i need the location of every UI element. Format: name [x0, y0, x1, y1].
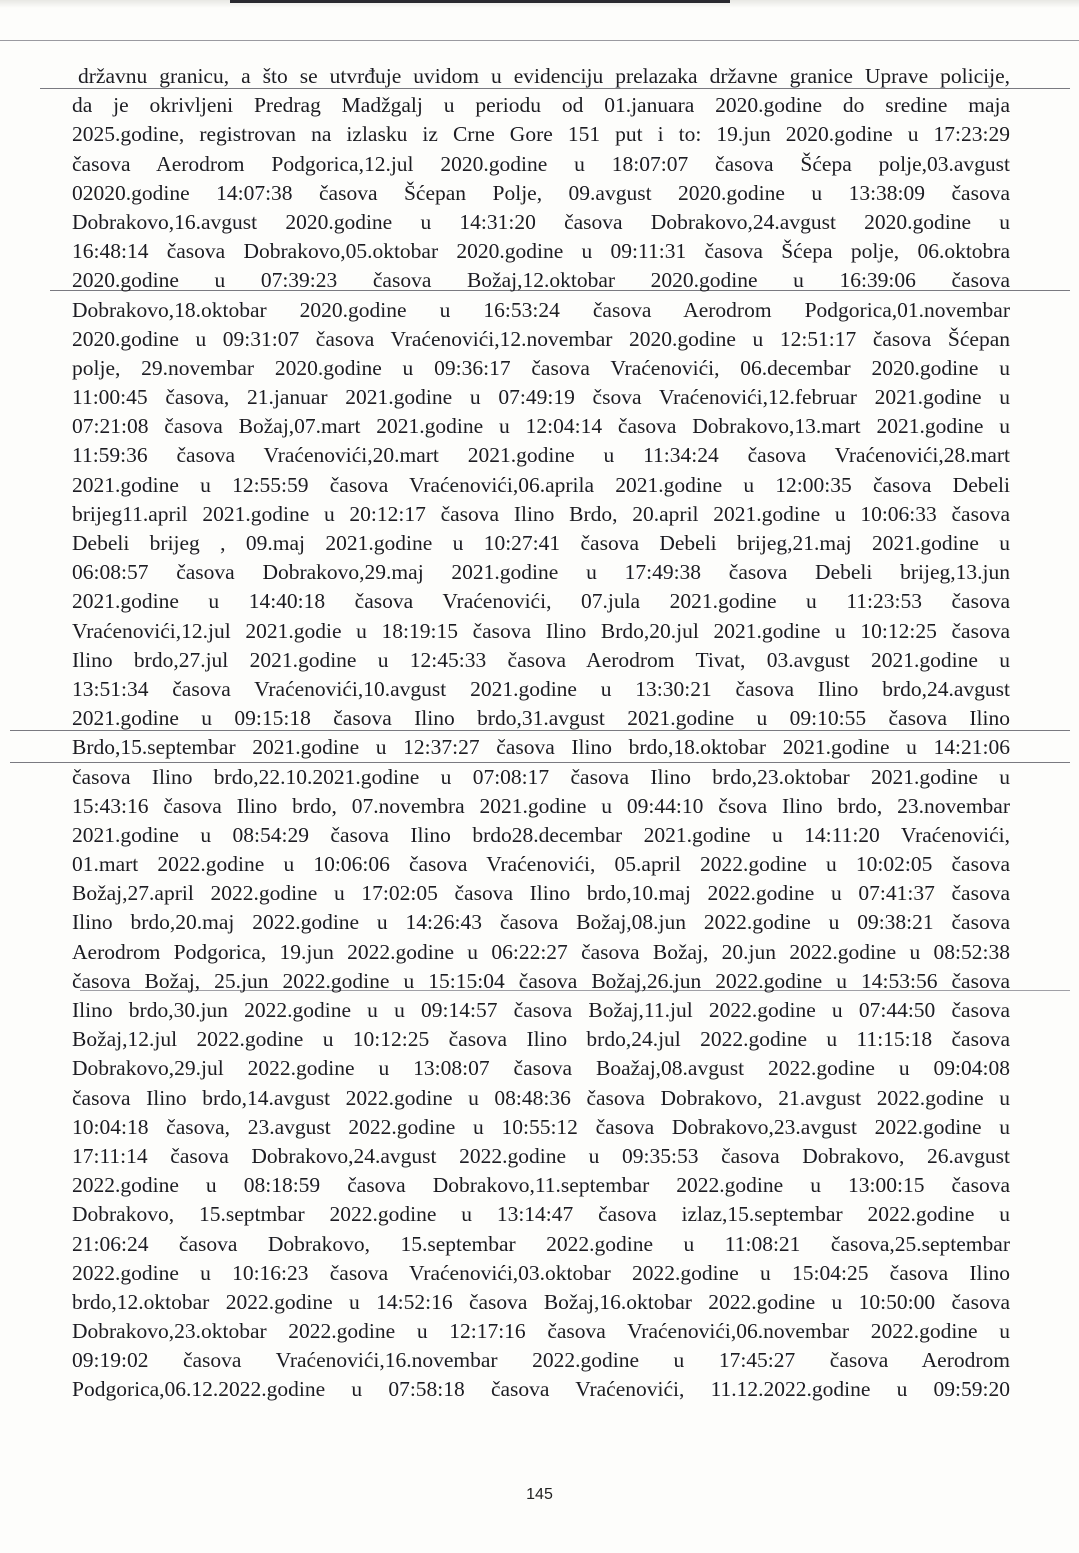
text-line: 2021.godine u 14:40:18 časova Vraćenovići, 07.jula 2021.godine u 11:23:53 časova: [72, 589, 1010, 614]
text-line: 21:06:24 časova Dobrakovo, 15.septembar 2022.godine u 11:08:21 časova,25.septembar: [72, 1231, 1010, 1256]
text-line: časova Aerodrom Podgorica,12.jul 2020.godine u 18:07:07 časova Šćepa polje,03.avgust: [72, 151, 1010, 176]
text-line: časova Božaj, 25.jun 2022.godine u 15:15:04 časova Božaj,26.jun 2022.godine u 14:53:56 časova: [72, 968, 1010, 993]
text-line: 2021.godine u 12:55:59 časova Vraćenovići,06.aprila 2021.godine u 12:00:35 časova Debeli: [72, 472, 1010, 497]
text-line: 15:43:16 časova Ilino brdo, 07.novembra 2021.godine u 09:44:10 čsova Ilino brdo, 23.novembar: [72, 793, 1010, 818]
text-line: da je okrivljeni Predrag Madžgalj u periodu od 01.januara 2020.godine do sredine maja: [72, 93, 1010, 118]
text-line: 11:59:36 časova Vraćenovići,20.mart 2021.godine u 11:34:24 časova Vraćenovići,28.mart: [72, 443, 1010, 468]
text-line: 16:48:14 časova Dobrakovo,05.oktobar 2020.godine u 09:11:31 časova Šćepa polje, 06.oktobra: [72, 239, 1010, 264]
text-line: Vraćenovići,12.jul 2021.godie u 18:19:15 časova Ilino Brdo,20.jul 2021.godine u 10:12:25 časova: [72, 618, 1010, 643]
document-body: [72, 62, 1010, 1405]
scan-noise-line: [0, 40, 1079, 41]
text-line: 2021.godine u 09:15:18 časova Ilino brdo,31.avgust 2021.godine u 09:10:55 časova Ilino: [72, 706, 1010, 731]
text-line: Dobrakovo,23.oktobar 2022.godine u 12:17:16 časova Vraćenovići,06.novembar 2022.godine u: [72, 1319, 1010, 1344]
text-line: 10:04:18 časova, 23.avgust 2022.godine u 10:55:12 časova Dobrakovo,23.avgust 2022.godine u: [72, 1114, 1010, 1139]
text-line: Božaj,12.jul 2022.godine u 10:12:25 časova Ilino brdo,24.jul 2022.godine u 11:15:18 časova: [72, 1027, 1010, 1052]
text-line: Podgorica,06.12.2022.godine u 07:58:18 časova Vraćenovići, 11.12.2022.godine u 09:59:20: [72, 1377, 1010, 1402]
page-number: 145: [526, 1486, 553, 1503]
text-line: brdo,12.oktobar 2022.godine u 14:52:16 časova Božaj,16.oktobar 2022.godine u 10:50:00 časova: [72, 1289, 1010, 1314]
text-line: 2021.godine u 08:54:29 časova Ilino brdo28.decembar 2021.godine u 14:11:20 Vraćenovići,: [72, 822, 1010, 847]
text-line: Dobrakovo, 15.septmbar 2022.godine u 13:14:47 časova izlaz,15.septembar 2022.godine u: [72, 1202, 1010, 1227]
text-line: Ilino brdo,20.maj 2022.godine u 14:26:43 časova Božaj,08.jun 2022.godine u 09:38:21 časova: [72, 910, 1010, 935]
text-line: Dobrakovo,29.jul 2022.godine u 13:08:07 časova Boažaj,08.avgust 2022.godine u 09:04:08: [72, 1056, 1010, 1081]
text-line: 09:19:02 časova Vraćenovići,16.novembar 2022.godine u 17:45:27 časova Aerodrom: [72, 1348, 1010, 1373]
text-line: 2022.godine u 10:16:23 časova Vraćenovići,03.oktobar 2022.godine u 15:04:25 časova Ilino: [72, 1260, 1010, 1285]
text-line: 13:51:34 časova Vraćenovići,10.avgust 2021.godine u 13:30:21 časova Ilino brdo,24.avgust: [72, 676, 1010, 701]
text-line: brijeg11.april 2021.godine u 20:12:17 časova Ilino Brdo, 20.april 2021.godine u 10:06:33 časova: [72, 501, 1010, 526]
text-line: 11:00:45 časova, 21.januar 2021.godine u 07:49:19 čsova Vraćenovići,12.februar 2021.godine u: [72, 385, 1010, 410]
text-line: 02020.godine 14:07:38 časova Šćepan Polje, 09.avgust 2020.godine u 13:38:09 časova: [72, 180, 1010, 205]
text-line: Brdo,15.septembar 2021.godine u 12:37:27 časova Ilino brdo,18.oktobar 2021.godine u 14:21:06: [72, 735, 1010, 760]
text-line: Dobrakovo,18.oktobar 2020.godine u 16:53:24 časova Aerodrom Podgorica,01.novembar: [72, 297, 1010, 322]
text-line: 2022.godine u 08:18:59 časova Dobrakovo,11.septembar 2022.godine u 13:00:15 časova: [72, 1173, 1010, 1198]
text-line: 2025.godine, registrovan na izlasku iz Crne Gore 151 put i to: 19.jun 2020.godine u 17:23:29: [72, 122, 1010, 147]
text-line: Ilino brdo,30.jun 2022.godine u u 09:14:57 časova Božaj,11.jul 2022.godine u 07:44:50 časova: [72, 998, 1010, 1022]
text-line: časova Ilino brdo,22.10.2021.godine u 07:08:17 časova Ilino brdo,23.oktobar 2021.godine u: [72, 764, 1010, 789]
text-line: 07:21:08 časova Božaj,07.mart 2021.godine u 12:04:14 časova Dobrakovo,13.mart 2021.godine u: [72, 414, 1010, 439]
text-line: 17:11:14 časova Dobrakovo,24.avgust 2022.godine u 09:35:53 časova Dobrakovo, 26.avgust: [72, 1143, 1010, 1168]
top-rule: [230, 0, 730, 3]
text-line: 01.mart 2022.godine u 10:06:06 časova Vraćenovići, 05.april 2022.godine u 10:02:05 časova: [72, 852, 1010, 877]
text-line: državnu granicu, a što se utvrđuje uvidom u evidenciju prelazaka državne granice Uprave policije,: [78, 64, 1010, 88]
text-line: polje, 29.novembar 2020.godine u 09:36:17 časova Vraćenovići, 06.decembar 2020.godine u: [72, 355, 1010, 380]
text-line: Božaj,27.april 2022.godine u 17:02:05 časova Ilino brdo,10.maj 2022.godine u 07:41:37 časova: [72, 881, 1010, 906]
text-line: 2020.godine u 07:39:23 časova Božaj,12.oktobar 2020.godine u 16:39:06 časova: [72, 268, 1010, 293]
text-line: Ilino brdo,27.jul 2021.godine u 12:45:33 časova Aerodrom Tivat, 03.avgust 2021.godine u: [72, 647, 1010, 672]
text-line: Debeli brijeg , 09.maj 2021.godine u 10:27:41 časova Debeli brijeg,21.maj 2021.godine u: [72, 531, 1010, 555]
text-line: časova Ilino brdo,14.avgust 2022.godine u 08:48:36 časova Dobrakovo, 21.avgust 2022.godine u: [72, 1085, 1010, 1110]
text-line: 06:08:57 časova Dobrakovo,29.maj 2021.godine u 17:49:38 časova Debeli brijeg,13.jun: [72, 560, 1010, 585]
text-line: Aerodrom Podgorica, 19.jun 2022.godine u 06:22:27 časova Božaj, 20.jun 2022.godine u 08:52:38: [72, 939, 1010, 964]
text-line: Dobrakovo,16.avgust 2020.godine u 14:31:20 časova Dobrakovo,24.avgust 2020.godine u: [72, 209, 1010, 234]
text-line: 2020.godine u 09:31:07 časova Vraćenovići,12.novembar 2020.godine u 12:51:17 časova Šćepan: [72, 326, 1010, 351]
